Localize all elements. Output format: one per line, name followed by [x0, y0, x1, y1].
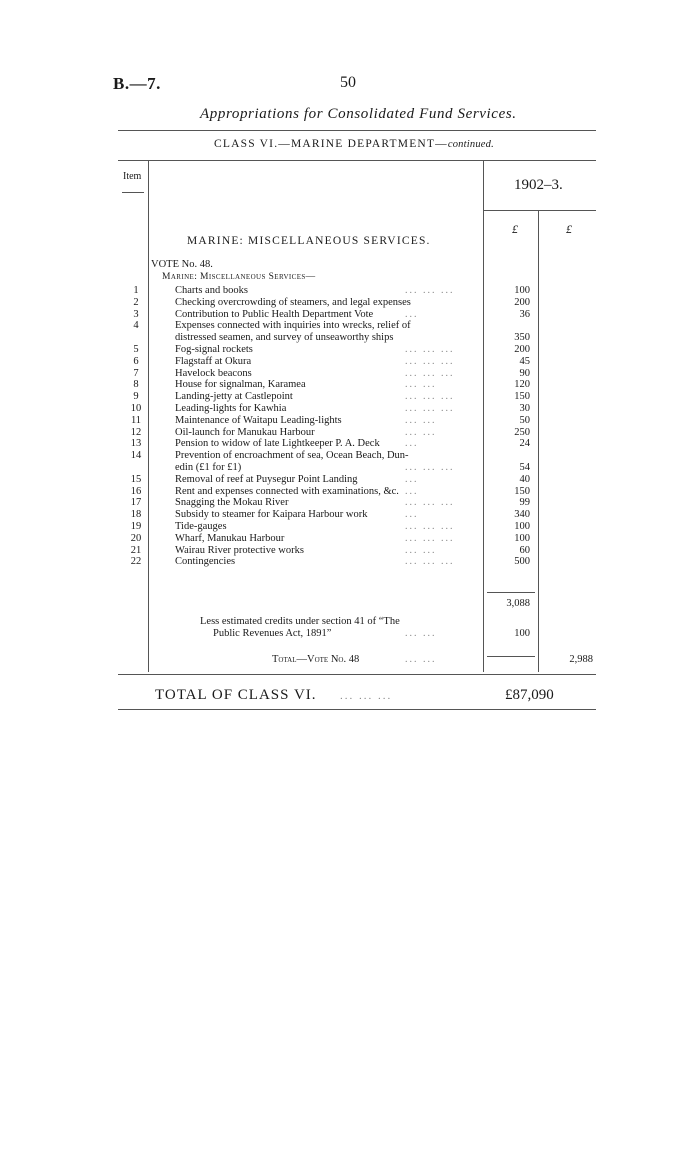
item-number: 4 [133, 320, 139, 332]
item-number: 18 [130, 509, 142, 521]
item-description: Oil-launch for Manukau Harbour [175, 426, 315, 438]
item-value: 150 [514, 485, 530, 497]
grand-total-dots: ... ... ... [340, 690, 393, 702]
grand-total-label: TOTAL OF CLASS VI. [155, 687, 317, 703]
item-leader-dots: ... ... ... [405, 355, 455, 367]
vote-total-dots: ... ... [405, 654, 437, 665]
item-description: Maintenance of Waitapu Leading-lights [175, 414, 342, 426]
item-number: 17 [130, 497, 142, 509]
item-number: 21 [130, 544, 142, 556]
item-leader-dots: ... ... ... [405, 367, 455, 379]
item-description: Wairau River protective works [175, 544, 304, 556]
vote-total-value: 2,988 [569, 654, 593, 665]
item-description: edin (£1 for £1) [175, 462, 242, 473]
item-description: Landing-jetty at Castlepoint [175, 391, 293, 403]
item-value: 100 [514, 521, 530, 532]
subtotal-rule [487, 592, 535, 593]
item-leader-dots: ... ... ... [405, 521, 455, 532]
currency-header-1: £ [512, 222, 518, 236]
credits-dots: ... ... [405, 628, 437, 639]
class-heading [214, 138, 494, 150]
item-value: 90 [519, 367, 530, 379]
item-value: 45 [519, 355, 530, 367]
item-leader-dots: ... [405, 509, 419, 521]
item-description: Charts and books [175, 285, 248, 296]
item-description: distressed seamen, and survey of unseaworthy ships [175, 332, 394, 344]
item-value: 54 [519, 462, 530, 473]
item-number: 22 [130, 556, 142, 568]
item-leader-dots: ... ... ... [405, 556, 455, 568]
item-description: Flagstaff at Okura [175, 355, 252, 367]
item-value: 250 [514, 426, 530, 438]
class-heading-main: CLASS VI.—MARINE DEPARTMENT— [214, 138, 448, 150]
item-value: 150 [514, 391, 530, 403]
credits-line-1: Less estimated credits under section 41 of “The [200, 616, 400, 627]
item-number: 11 [130, 414, 142, 426]
item-leader-dots: ... ... [405, 426, 437, 438]
item-leader-dots: ... [405, 485, 419, 497]
table-vline-col1 [483, 160, 484, 672]
item-description: Subsidy to steamer for Kaipara Harbour work [175, 509, 368, 521]
item-leader-dots: ... ... ... [405, 462, 455, 473]
item-description: Snagging the Mokau River [175, 497, 289, 509]
item-value: 100 [514, 285, 530, 296]
item-value: 60 [519, 544, 530, 556]
item-value: 99 [519, 497, 530, 509]
item-description: Leading-lights for Kawhia [175, 403, 287, 414]
credits-line-2: Public Revenues Act, 1891” [213, 628, 332, 639]
credits-value: 100 [514, 628, 530, 639]
item-leader-dots: ... [405, 438, 419, 450]
item-value: 40 [519, 473, 530, 485]
item-description: Rent and expenses connected with examinations, &c. [175, 485, 399, 497]
vote-total-rule [487, 656, 535, 657]
grand-total-value: £87,090 [505, 687, 554, 703]
item-description: Contribution to Public Health Department Vote [175, 308, 374, 320]
divider-bottom [118, 709, 596, 710]
item-number: 5 [133, 344, 139, 355]
item-value: 200 [514, 344, 530, 355]
item-description: Removal of reef at Puysegur Point Landing [175, 473, 358, 485]
item-number: 10 [130, 403, 142, 414]
item-number: 1 [133, 285, 139, 296]
table-header-rule [483, 210, 596, 211]
page-number: 50 [340, 74, 356, 91]
item-leader-dots: ... ... ... [405, 344, 455, 355]
item-number: 13 [130, 438, 142, 450]
item-value: 120 [514, 379, 530, 391]
item-number: 19 [130, 521, 142, 532]
vote-subtitle: Marine: Miscellaneous Services— [162, 272, 316, 282]
item-number: 16 [130, 485, 142, 497]
item-number: 2 [133, 296, 139, 308]
item-leader-dots: ... ... ... [405, 532, 455, 544]
item-leader-dots: ... ... [405, 414, 437, 426]
item-value: 50 [519, 414, 530, 426]
item-number: 12 [130, 426, 142, 438]
item-leader-dots: ... ... ... [405, 403, 455, 414]
item-description: House for signalman, Karamea [175, 379, 306, 391]
item-description: Wharf, Manukau Harbour [175, 532, 285, 544]
year-header: 1902–3. [514, 177, 563, 193]
item-description: Contingencies [175, 556, 236, 568]
item-number: 8 [133, 379, 139, 391]
class-heading-continued: continued. [447, 139, 494, 150]
item-description: Tide-gauges [175, 521, 227, 532]
item-number: 20 [130, 532, 142, 544]
item-value: 36 [519, 308, 530, 320]
table-vline-col2 [538, 210, 539, 672]
item-number: 15 [130, 473, 142, 485]
page-reference: B.—7. [113, 74, 161, 93]
item-leader-dots: ... ... [405, 379, 437, 391]
item-value: 200 [514, 296, 530, 308]
item-header-rule [122, 192, 144, 193]
item-value: 500 [514, 556, 530, 568]
item-description: Fog-signal rockets [175, 344, 253, 355]
divider-top [118, 130, 596, 131]
subtotal-value: 3,088 [506, 598, 530, 609]
item-description: Prevention of encroachment of sea, Ocean Beach, Dun- [175, 450, 409, 462]
vote-total-label: Total—Vote No. 48 [272, 654, 360, 665]
item-number: 9 [133, 391, 139, 403]
item-number: 3 [133, 308, 139, 320]
page-subtitle: Appropriations for Consolidated Fund Services. [200, 106, 517, 122]
divider-table-bottom [118, 674, 596, 675]
item-leader-dots: ... [405, 473, 419, 485]
item-leader-dots: ... ... [405, 544, 437, 556]
item-leader-dots: ... [405, 308, 419, 320]
item-leader-dots: ... ... ... [405, 391, 455, 403]
item-description: Havelock beacons [175, 367, 252, 379]
item-leader-dots: ... ... ... [405, 497, 455, 509]
item-value: 350 [514, 332, 530, 344]
divider-table-top [118, 160, 596, 161]
item-value: 30 [519, 403, 530, 414]
vote-number: VOTE No. 48. [151, 259, 213, 270]
item-leader-dots: ... ... ... [405, 285, 455, 296]
item-value: 100 [514, 532, 530, 544]
item-value: 340 [514, 509, 530, 521]
item-description: Expenses connected with inquiries into wrecks, relief of [175, 320, 411, 332]
item-column-header: Item [123, 171, 142, 182]
item-value: 24 [519, 438, 530, 450]
item-number: 7 [133, 367, 139, 379]
item-number: 6 [133, 355, 139, 367]
section-title: MARINE: MISCELLANEOUS SERVICES. [187, 235, 431, 247]
item-description: Pension to widow of late Lightkeeper P. A. Deck [175, 438, 380, 450]
item-description: Checking overcrowding of steamers, and legal expenses [175, 296, 411, 308]
currency-header-2: £ [566, 222, 572, 236]
item-number: 14 [130, 450, 142, 462]
